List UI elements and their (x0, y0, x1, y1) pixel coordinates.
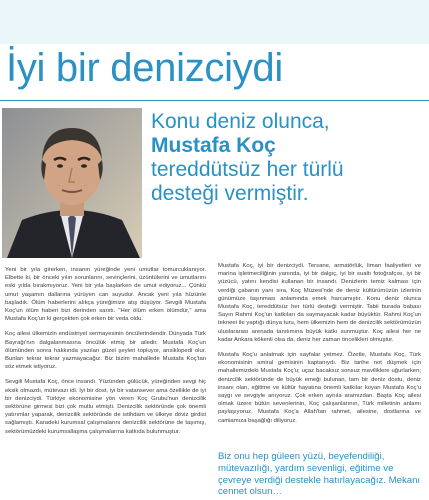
body-paragraph: Koç ailesi ülkemizin endüstriyel sermayesinin öncülerindendir. Dünyada Türk Bayrağı'nın dalgalanmasına öncülük etmiş bir ailedir. Mustafa Koç'un ölümünden sonra hakkında yazılan güzel şeyleri topluyor, ansiklopedi olur. Bunları tekrar tekrar yazmayacağız. Biz bizim mahallede Mustafa Koç'tan söz etmek istiyoruz. (5, 331, 206, 371)
body-paragraph: Mustafa Koç'u anlatmak için sayfalar yetmez. Özetle, Mustafa Koç, Türk ekonomisinin amiral gemisinin kaptanıydı. Biz tarihe not düşmek için mahallemizdeki Mustafa Koç'u; uçaz bacaksız sonsuz maviliklere uğurlarken; denizcilik sektöründe de büyük emeği bulunan, tam bir deniz dostu, deniz insanı olan, eğitime ve kültür hayatına önemli katkılar koyan Mustafa Koç'u saygı ve sevgiyle anıyoruz. Çok erken aynıla aramızdan. Başta Koç ailesi olmak üzere bütün sevenlerinin, Koç çalışanlarının, Türk milletinin anlamı paylaşıyoruz. Mustafa Koç'a Allah'tan rahmet, ailesine, dostlarına ve camiamıza başağlığı diliyoruz. (218, 352, 421, 424)
subtitle-line-1: Konu deniz olunca, (151, 110, 330, 133)
left-column (5, 266, 206, 443)
portrait-illustration (2, 108, 142, 258)
body-paragraph: Mustafa Koç, iyi bir denizciydi. Tersane, armatörlük, liman faaliyetleri ve marina işletmeciliğinin yanında, iyi bir dalgıç, iyi bir sualtı fotoğrafçısı, iyi bir yüzücü, yatını kendisi kullanan bir insandı. Denizlerin temiz kalması için verdiği çabanın yanı sıra, Koç Müzesi'nde de deniz kültürümüzün izlerinin günümüze taşınması anlamında emek harcamıştır. Konu deniz olunca Mustafa Koç, tereddütsüz her türlü desteği vermiştir. Tabii burada babası Sayın Rahmi Koç'un katkıları da saymayacak kadar büyüktür. Rahmi Koç'un tekneei ile yaptığı dünya turu, hem ülkemizin hem de denizcilik sektörümüzün uluslararası arenada tanıtımına büyük katkı sunmuştur. Koç ailesi her ne kadar Ankara kökenli olsa da, deniz her zaman öncelikleri olmuştur. (218, 263, 421, 343)
right-column (218, 262, 421, 432)
headline-divider (0, 100, 429, 101)
subtitle-line-3: tereddütsüz her türlü (151, 158, 344, 181)
closing-quote: Biz onu hep güleen yüzü, beyefendiliği, mütevazılığı, yardım sevenligi, eğitime ve çevreye verdiği destekle hatırlayacağız. Mekanı cennet olsun… (218, 451, 421, 498)
top-band (0, 0, 429, 44)
article-headline: İyi bir denizciydi (6, 46, 283, 90)
subtitle-line-4: desteği vermiştir. (151, 182, 309, 205)
subtitle-name: Mustafa Koç (151, 134, 276, 157)
portrait-photo (2, 108, 142, 258)
article-subtitle (151, 110, 421, 206)
body-paragraph: Sevgili Mustafa Koç, önce insandı. Yüzünden gülücük, yüreğinden sevgi hiç eksik olmazdı, mütevazı idi. İyi bir dost, iyi bir vatansever ama özellikle de iyi bir denizciydi. Türkiye ekonomisine yön veren Koç Grubu'nun denizcilik sektörüne girmesi bizi çok mutlu etmişti. Denizcilik sektöründe çok önemli yatırımlar yaparak, denizcilik sektöründe de istihdam ve ülkeye döviz girdisi sağlamıştı. Karadeki kurumsal çalışmalarını denizcilik sektörüne de taşımış, sektörümüzdeki kurumsallaşma çalışmalarına katkıda bulunmuştur. (5, 379, 206, 435)
body-paragraph: Yeni bir yıla girerken, insanın yüreğinde yeni umutlar tomurcuklanıyor. Elbette ki, bir önceki yılın sorunlarını, sevinçlerini, üzüntülerini ve umutlarını eski yılda bırakmıyoruz. Yeni bir yıla başlarken de umut ediyoruz... Çünkü umut yaşamın dallarına yürüyen can suyudur. Ancak yeni yıla hüzünle başladık. Ölüm haberlerini alıkça yüreğimize atış düşüyor. Sevgili Mustafa Koç'un ölüm haberi bizi derinden sarstı. "Her ölüm erken ölümdür," ama Mustafa Koç'un ki gerçekten çok erken bir veda oldu. (5, 267, 206, 323)
